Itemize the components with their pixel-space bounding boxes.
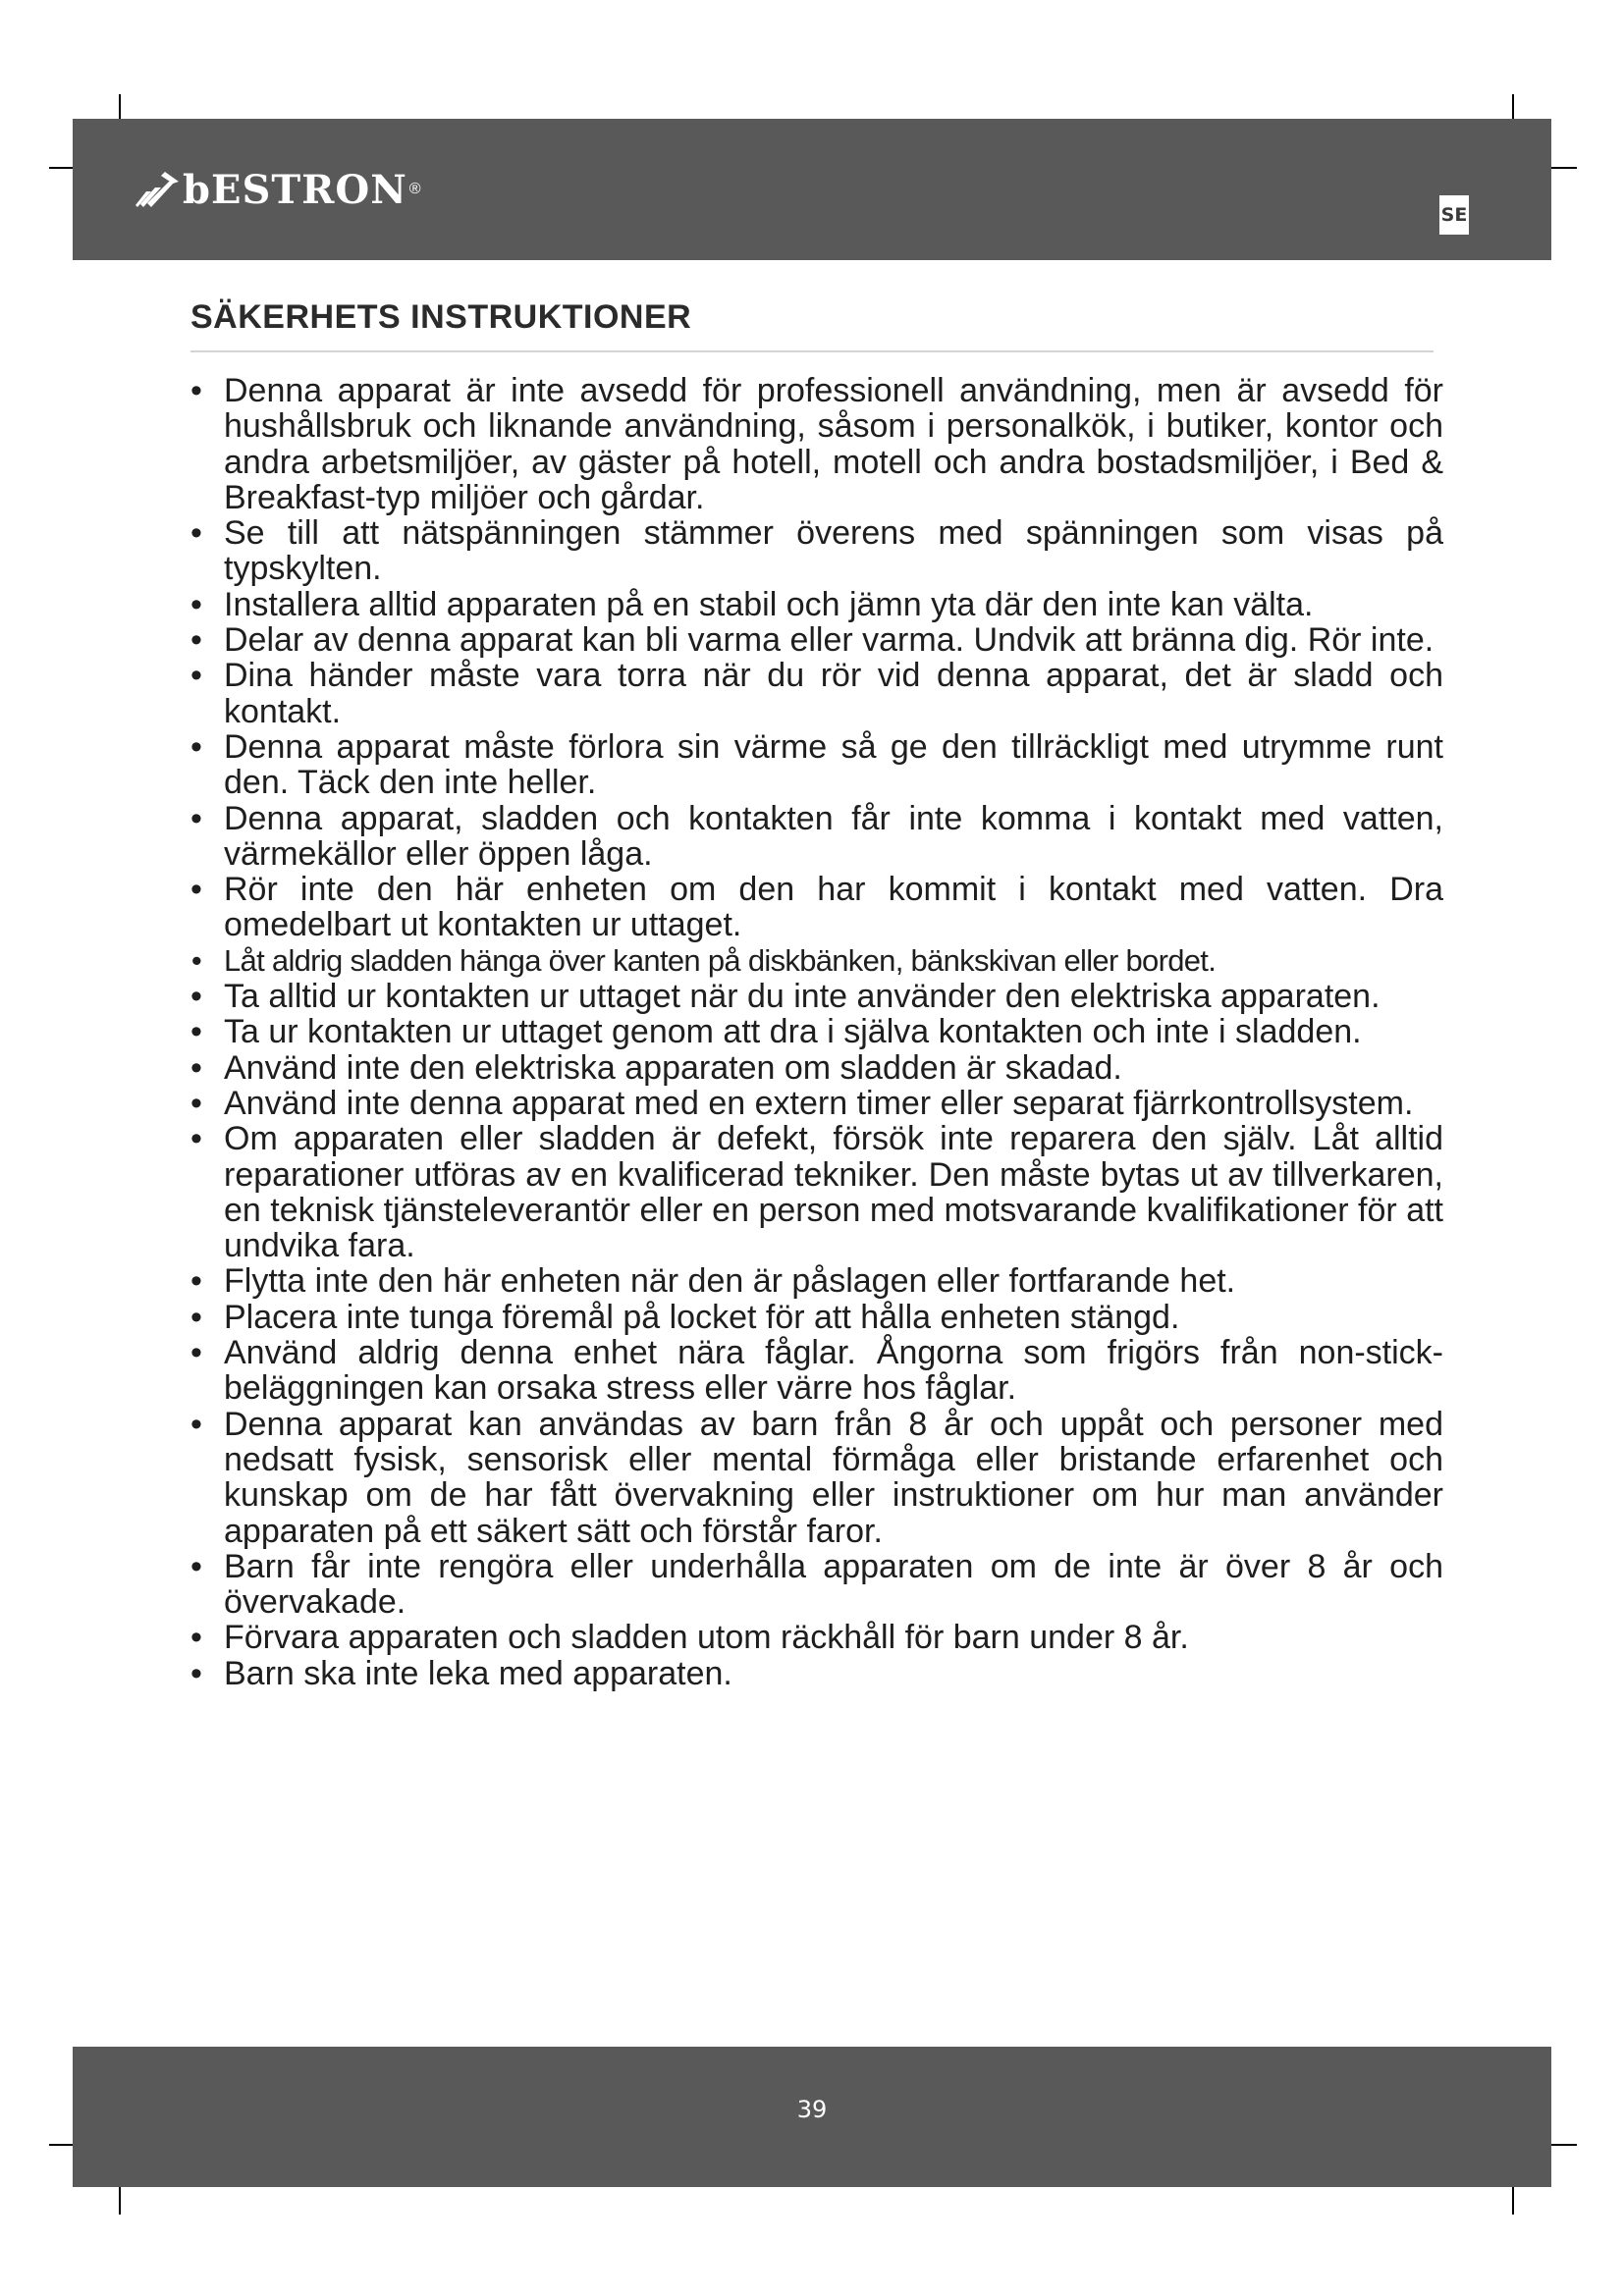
list-item-text: Förvara apparaten och sladden utom räckhåll för barn under 8 år.: [224, 1619, 1189, 1657]
list-item-text: Om apparaten eller sladden är defekt, försök inte reparera den själv. Låt alltid reparationer utföras av en kvalificerad tekniker. Den måste bytas ut av tillverkaren, en teknisk tjänsteleverantör eller en person med motsvarande kvalifikationer för att undvika fara.: [224, 1120, 1443, 1265]
bullet: •: [190, 1334, 202, 1372]
bullet: •: [190, 657, 202, 695]
registered-mark: ®: [408, 181, 421, 197]
list-item-text: Flytta inte den här enheten när den är påslagen eller fortfarande het.: [224, 1262, 1236, 1301]
list-item-text: Denna apparat kan användas av barn från 8 år och uppåt och personer med nedsatt fysisk, sensorisk eller mental förmåga eller bristande erfarenhet och kunskap om de har fått övervakning eller instruktioner om hur man använder apparaten på ett säkert sätt och förstår faror.: [224, 1405, 1443, 1550]
list-item: [187, 515, 1443, 587]
list-item-text: Installera alltid apparaten på en stabil och jämn yta där den inte kan välta.: [224, 585, 1314, 623]
list-item-text: Se till att nätspänningen stämmer överens med spänningen som visas på typskylten.: [224, 514, 1443, 588]
list-item-text: Använd inte denna apparat med en extern timer eller separat fjärrkontrollsystem.: [224, 1084, 1414, 1122]
list-item: [187, 1263, 1443, 1299]
list-item-text: Denna apparat är inte avsedd för professionell användning, men är avsedd för hushållsbruk och liknande användning, såsom i personalkök, i butiker, kontor och andra arbetsmiljöer, av gäster på hotell, motell och andra bostadsmiljöer, i Bed & Breakfast-typ miljöer och gårdar.: [224, 372, 1443, 516]
list-item: [187, 1620, 1443, 1655]
list-item: [187, 1407, 1443, 1549]
bullet: •: [190, 978, 202, 1016]
bullet: •: [190, 585, 202, 623]
list-item: [187, 373, 1443, 515]
header-bar: [73, 119, 1551, 260]
bullet: •: [190, 1654, 202, 1692]
list-item-text: Barn får inte rengöra eller underhålla apparaten om de inte är över 8 år och övervakade.: [224, 1547, 1443, 1622]
list-item-text: Placera inte tunga föremål på locket för att hålla enheten stängd.: [224, 1298, 1180, 1336]
bullet: •: [190, 1262, 202, 1301]
bullet: •: [190, 1405, 202, 1443]
list-item-text: Denna apparat måste förlora sin värme så ge den tillräckligt med utrymme runt den. Täck den inte heller.: [224, 727, 1443, 802]
bullet: •: [190, 1013, 202, 1051]
list-item-text: Låt aldrig sladden hänga över kanten på diskbänken, bänkskivan eller bordet.: [224, 942, 1217, 978]
list-item-text: Ta alltid ur kontakten ur uttaget när du inte använder den elektriska apparaten.: [224, 978, 1380, 1016]
list-item: [187, 1086, 1443, 1121]
bullet: •: [190, 1619, 202, 1657]
bullet: •: [190, 514, 202, 553]
bullet: •: [190, 1120, 202, 1158]
list-item: [187, 1050, 1443, 1086]
list-item: [187, 979, 1443, 1014]
list-item-text: Ta ur kontakten ur uttaget genom att dra i själva kontakten och inte i sladden.: [224, 1013, 1362, 1051]
list-item: [187, 1014, 1443, 1049]
list-item: [187, 1300, 1443, 1335]
page-number: 39: [796, 2096, 828, 2123]
bullet: •: [190, 1084, 202, 1122]
list-item: [187, 872, 1443, 943]
language-badge: SE: [1439, 195, 1469, 235]
bullet: •: [190, 1298, 202, 1336]
bullet: •: [190, 727, 202, 766]
list-item-text: Denna apparat, sladden och kontakten får inte komma i kontakt med vatten, värmekällor eller öppen låga.: [224, 799, 1443, 873]
list-item: [187, 1549, 1443, 1621]
bullet: •: [190, 871, 202, 909]
bullet: •: [190, 1547, 202, 1585]
bullet: •: [190, 372, 202, 409]
list-item: [187, 1121, 1443, 1263]
bullet: •: [190, 942, 202, 978]
brand-name: bESTRON: [183, 166, 407, 213]
list-item: [187, 1335, 1443, 1407]
list-item-text: Dina händer måste vara torra när du rör vid denna apparat, det är sladd och kontakt.: [224, 657, 1443, 730]
instruction-list: [187, 373, 1443, 1691]
bullet: •: [190, 1048, 202, 1087]
title-divider: [190, 350, 1434, 352]
list-item-text: Använd aldrig denna enhet nära fåglar. Ångorna som frigörs från non-stick-beläggningen kan orsaka stress eller värre hos fåglar.: [224, 1334, 1443, 1408]
list-item: [187, 729, 1443, 801]
bullet: •: [190, 799, 202, 837]
brand-chevron-icon: [135, 170, 179, 209]
brand-logo: [135, 162, 421, 217]
list-item: [187, 658, 1443, 729]
list-item: [187, 801, 1443, 873]
bullet: •: [190, 621, 202, 660]
list-item-text: Delar av denna apparat kan bli varma eller varma. Undvik att bränna dig. Rör inte.: [224, 621, 1435, 660]
list-item-text: Rör inte den här enheten om den har kommit i kontakt med vatten. Dra omedelbart ut kontakten ur uttaget.: [224, 871, 1443, 944]
footer-bar: [73, 2047, 1551, 2187]
list-item: [187, 1656, 1443, 1691]
list-item-text: Använd inte den elektriska apparaten om sladden är skadad.: [224, 1048, 1122, 1087]
list-item-text: Barn ska inte leka med apparaten.: [224, 1654, 732, 1692]
list-item: [187, 622, 1443, 658]
list-item: [187, 587, 1443, 622]
page-title: SÄKERHETS INSTRUKTIONER: [190, 298, 692, 336]
list-item: [187, 943, 1443, 979]
